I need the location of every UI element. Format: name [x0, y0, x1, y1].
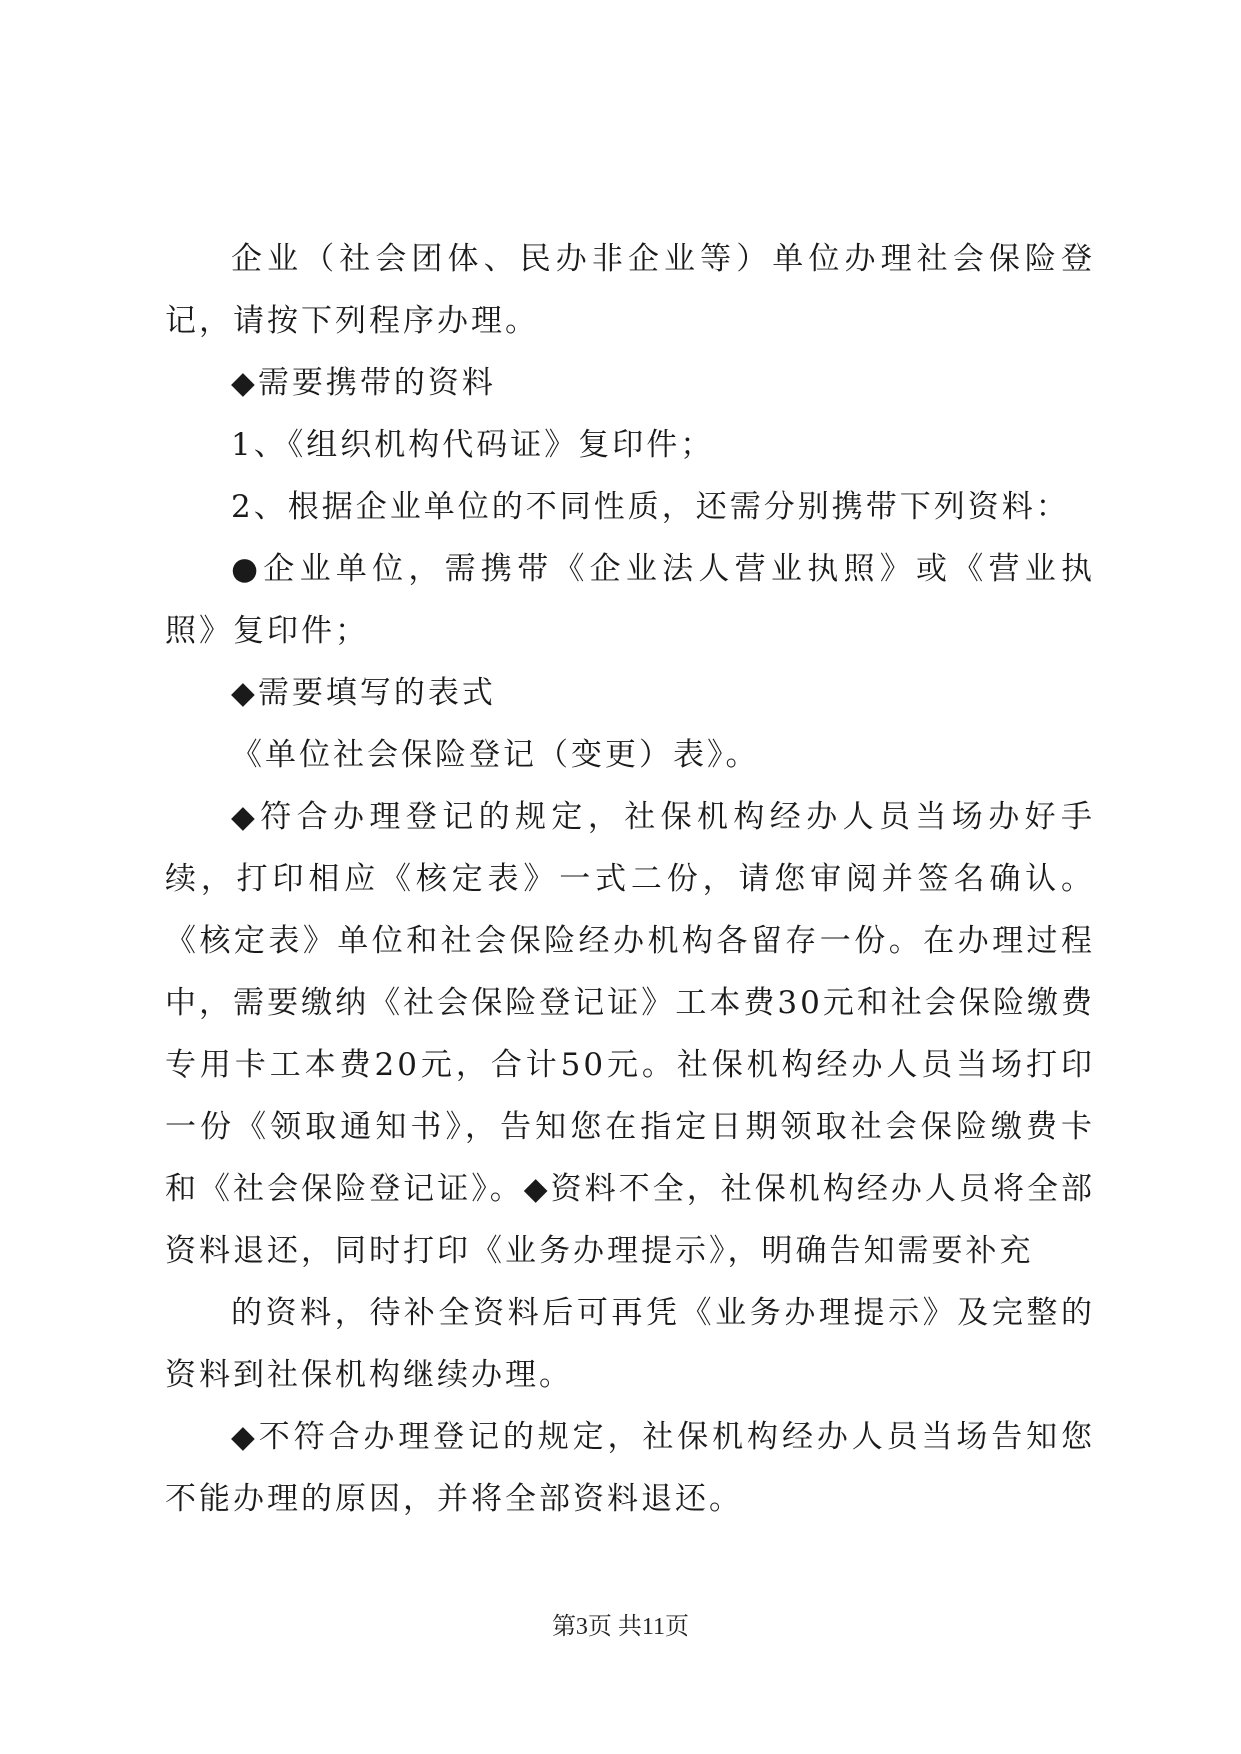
paragraph-resubmit: 的资料，待补全资料后可再凭《业务办理提示》及完整的资料到社保机构继续办理。 — [165, 1295, 1095, 1393]
document-body — [165, 228, 1095, 1530]
page-footer — [0, 1606, 1241, 1641]
page-number-label: 第3页 共11页 — [551, 1614, 690, 1640]
heading-forms: ◆需要填写的表式 — [231, 675, 496, 711]
bullet-enterprise: ●企业单位，需携带《企业法人营业执照》或《营业执照》复印件； — [165, 551, 1095, 649]
heading-required-materials: ◆需要携带的资料 — [231, 365, 496, 401]
paragraph-compliant: ◆符合办理登记的规定，社保机构经办人员当场办好手续，打印相应《核定表》一式二份，请您审阅并签名确认。《核定表》单位和社会保险经办机构各留存一份。在办理过程中，需要缴纳《社会保险登记证》工本费30元和社会保险缴费专用卡工本费20元，合计50元。社保机构经办人员当场打印一份《领取通知书》，告知您在指定日期领取社会保险缴费卡和《社会保险登记证》。◆资料不全，社保机构经办人员将全部资料退还，同时打印《业务办理提示》，明确告知需要补充 — [165, 799, 1095, 1269]
list-item-1: 1、《组织机构代码证》复印件； — [231, 427, 715, 463]
paragraph-noncompliant: ◆不符合办理登记的规定，社保机构经办人员当场告知您不能办理的原因，并将全部资料退还。 — [165, 1419, 1095, 1517]
list-item-2: 2、根据企业单位的不同性质，还需分别携带下列资料： — [231, 489, 1070, 525]
paragraph-intro: 企业（社会团体、民办非企业等）单位办理社会保险登记，请按下列程序办理。 — [165, 241, 1095, 339]
form-name: 《单位社会保险登记（变更）表》。 — [231, 737, 760, 773]
